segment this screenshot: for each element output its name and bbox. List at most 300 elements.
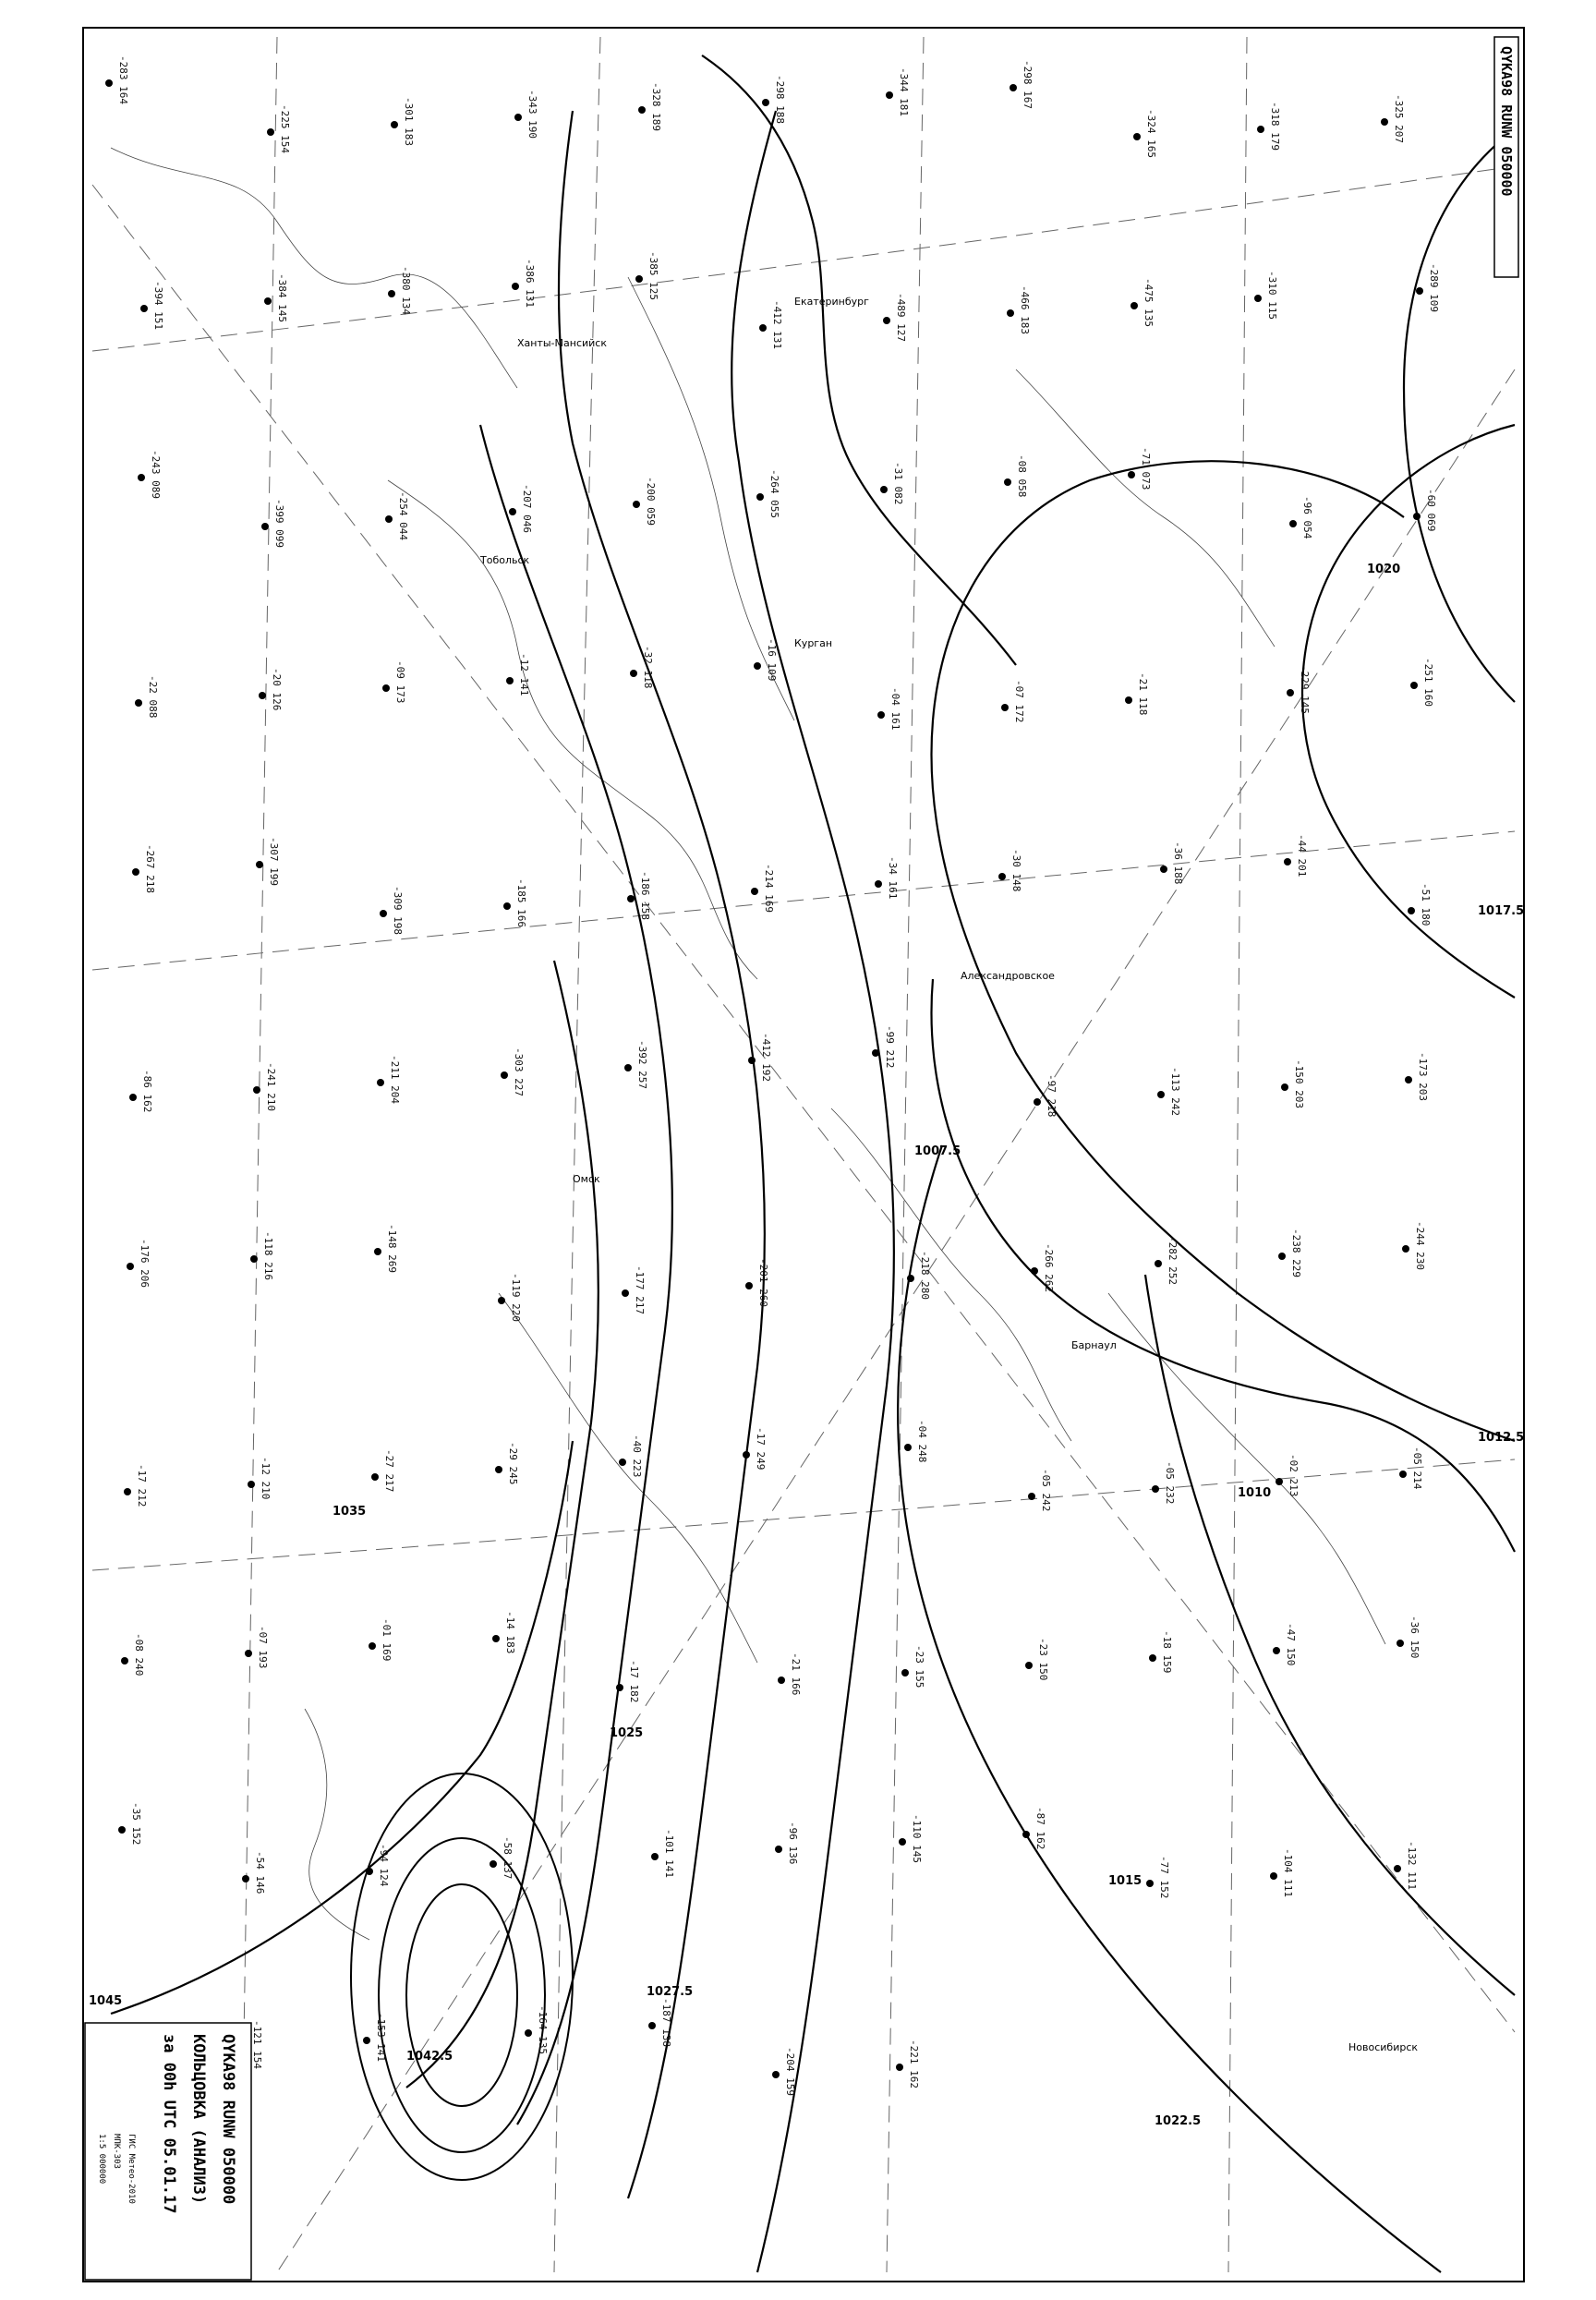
station-value: -18 159 xyxy=(1161,1630,1173,1674)
station-value: -71 073 xyxy=(1140,447,1152,490)
isobar-labels xyxy=(89,563,1524,2128)
station-value: -200 059 xyxy=(645,477,657,526)
legend-box xyxy=(85,2023,251,2280)
station-dot xyxy=(1270,1872,1277,1880)
station-dot xyxy=(377,1079,384,1086)
station-value: -385 125 xyxy=(647,251,659,300)
station-dot xyxy=(875,880,882,888)
legend-scale: 1:5 000000 xyxy=(97,2134,106,2185)
station-dot xyxy=(775,1846,782,1853)
station-value: -16 109 xyxy=(766,638,778,682)
station-value: -21 166 xyxy=(790,1652,802,1696)
station-dot xyxy=(501,1071,508,1079)
station-dot xyxy=(1001,704,1009,711)
station-value: -186 158 xyxy=(639,871,651,920)
station-value: -318 179 xyxy=(1269,102,1281,151)
station-value: -150 203 xyxy=(1293,1059,1305,1108)
station-plot xyxy=(1157,1067,1181,1116)
station-dot xyxy=(242,1875,249,1882)
station-value: -96 136 xyxy=(787,1822,799,1865)
station-plot xyxy=(901,1645,925,1688)
station-value: -148 269 xyxy=(386,1224,398,1273)
station-plot xyxy=(1381,94,1405,143)
station-dot xyxy=(245,1650,252,1657)
station-plot xyxy=(385,491,409,540)
station-value: -12 210 xyxy=(260,1457,272,1500)
station-plot xyxy=(886,67,910,116)
station-dot xyxy=(363,2037,370,2044)
station-value: -35 152 xyxy=(130,1802,142,1846)
station-observations xyxy=(105,55,1440,2096)
station-plot xyxy=(140,281,164,330)
station-dot xyxy=(391,121,398,128)
station-value: -218 280 xyxy=(919,1251,931,1300)
station-plot xyxy=(633,477,657,526)
station-dot xyxy=(132,868,139,876)
station-value: -394 151 xyxy=(152,281,164,330)
station-value: -386 131 xyxy=(524,259,536,308)
station-plot xyxy=(498,1273,522,1322)
station-dot xyxy=(1125,696,1132,704)
station-dot xyxy=(509,508,516,515)
station-plot xyxy=(896,2040,920,2088)
station-value: -30 148 xyxy=(1010,849,1022,892)
station-value: -58 137 xyxy=(502,1836,514,1880)
station-value: -05 242 xyxy=(1040,1469,1052,1512)
station-plot xyxy=(648,1998,672,2047)
station-dot xyxy=(619,1459,626,1466)
station-plot xyxy=(619,1434,643,1477)
station-plot xyxy=(638,82,662,131)
map-border xyxy=(83,28,1524,2282)
isobar-label: 1020 xyxy=(1367,563,1401,576)
station-dot xyxy=(525,2029,532,2037)
station-value: -51 180 xyxy=(1420,883,1432,926)
station-dot xyxy=(264,297,272,305)
station-dot xyxy=(896,2064,903,2071)
station-plot xyxy=(525,2005,549,2054)
station-plot xyxy=(1405,1052,1429,1101)
station-dot xyxy=(374,1248,381,1255)
station-plot xyxy=(267,104,291,153)
station-dot xyxy=(256,861,263,868)
legend-org: ГИС Метео-2010 xyxy=(127,2134,136,2204)
station-value: -214 169 xyxy=(763,864,775,913)
station-value: -20 126 xyxy=(271,668,283,711)
station-dot xyxy=(751,888,758,895)
station-dot xyxy=(1402,1245,1409,1253)
station-plot xyxy=(624,1040,648,1089)
station-dot xyxy=(124,1488,131,1495)
station-plot xyxy=(264,273,288,322)
station-plot xyxy=(1133,109,1157,158)
header-code: QYKA98 RUNW 050000 xyxy=(1498,46,1515,197)
station-plot xyxy=(1007,285,1031,334)
station-dot xyxy=(877,711,885,719)
isobar-label: 1010 xyxy=(1238,1486,1272,1500)
station-plot xyxy=(363,2013,387,2062)
station-plot xyxy=(1284,834,1308,877)
station-dot xyxy=(1146,1880,1154,1887)
station-value: -87 162 xyxy=(1034,1807,1046,1850)
station-value: -86 162 xyxy=(141,1070,153,1113)
station-dot xyxy=(371,1473,379,1481)
station-value: -32 118 xyxy=(642,646,654,689)
station-plot xyxy=(501,1047,525,1096)
station-value: -176 206 xyxy=(139,1239,151,1288)
station-plot xyxy=(748,1033,772,1082)
station-plot xyxy=(391,97,415,146)
station-value: -07 193 xyxy=(257,1626,269,1669)
station-plot xyxy=(754,638,778,681)
station-dot xyxy=(490,1860,497,1868)
station-plot xyxy=(1273,1623,1297,1665)
station-dot xyxy=(1408,907,1415,914)
station-dot xyxy=(1010,84,1017,91)
station-plot xyxy=(124,1464,148,1507)
station-dot xyxy=(366,1868,373,1875)
station-dot xyxy=(267,128,274,136)
station-plot xyxy=(880,462,904,504)
station-plot xyxy=(1254,271,1278,320)
station-dot xyxy=(778,1677,785,1684)
graticule xyxy=(92,37,1515,2272)
isobar-label: 1025 xyxy=(610,1726,644,1740)
station-dot xyxy=(624,1064,632,1071)
isobar-label: 1017.5 xyxy=(1478,904,1525,918)
station-dot xyxy=(1289,520,1297,527)
station-value: -77 152 xyxy=(1158,1856,1170,1899)
station-value: -17 212 xyxy=(136,1464,148,1507)
isobar-label: 1022.5 xyxy=(1155,2114,1202,2128)
station-plot xyxy=(388,266,412,315)
station-plot xyxy=(261,499,285,548)
station-value: -251 160 xyxy=(1422,658,1434,707)
station-plot xyxy=(745,1258,769,1307)
geography-lines xyxy=(111,148,1385,1940)
station-dot xyxy=(756,493,764,501)
station-dot xyxy=(1281,1083,1288,1091)
station-dot xyxy=(907,1275,914,1282)
station-dot xyxy=(1399,1471,1407,1478)
station-plot xyxy=(371,1449,395,1492)
station-plot xyxy=(1004,454,1028,497)
station-dot xyxy=(388,290,395,297)
station-dot xyxy=(1160,866,1167,873)
station-plot xyxy=(248,1457,272,1499)
station-plot xyxy=(883,293,907,342)
station-plot xyxy=(250,1231,274,1280)
station-dot xyxy=(259,692,266,699)
station-value: -298 167 xyxy=(1022,60,1034,109)
station-plot xyxy=(1155,1236,1179,1285)
station-value: -201 260 xyxy=(757,1258,769,1307)
legend-code: QYKA98 RUNW 050000 xyxy=(219,2034,237,2205)
station-plot xyxy=(1402,1221,1426,1270)
station-plot xyxy=(1125,672,1149,715)
station-value: -384 145 xyxy=(276,273,288,322)
station-value: -254 044 xyxy=(397,491,409,540)
legend-title: КОЛЬЦОВКА (АНАЛИЗ) xyxy=(189,2034,208,2205)
header-box xyxy=(1494,37,1518,277)
station-dot xyxy=(1130,302,1138,309)
station-dot xyxy=(762,99,769,106)
station-plot xyxy=(253,1062,277,1111)
station-value: -36 188 xyxy=(1172,841,1184,885)
station-dot xyxy=(627,895,635,902)
station-value: -04 248 xyxy=(916,1420,928,1463)
station-value: -22 088 xyxy=(147,675,159,719)
station-dot xyxy=(635,275,643,283)
station-dot xyxy=(380,910,387,917)
station-plot xyxy=(242,1851,266,1894)
station-value: -08 058 xyxy=(1016,454,1028,498)
station-dot xyxy=(648,2022,656,2029)
station-value: -34 161 xyxy=(887,856,899,900)
station-dot xyxy=(1416,287,1423,295)
station-plot xyxy=(775,1822,799,1864)
station-plot xyxy=(127,1239,151,1288)
station-plot xyxy=(492,1611,516,1653)
station-plot xyxy=(635,251,659,300)
station-plot xyxy=(622,1265,646,1314)
station-plot xyxy=(1010,60,1034,109)
station-value: -132 111 xyxy=(1406,1841,1418,1890)
station-value: -17 249 xyxy=(755,1427,767,1471)
station-dot xyxy=(129,1094,137,1101)
station-plot xyxy=(138,450,162,499)
station-value: -475 135 xyxy=(1143,278,1155,327)
station-value: -283 164 xyxy=(117,55,129,104)
station-value: -23 150 xyxy=(1037,1638,1049,1681)
station-plot xyxy=(1396,1616,1421,1658)
station-plot xyxy=(245,1626,269,1668)
station-dot xyxy=(514,114,522,121)
station-dot xyxy=(743,1451,750,1459)
station-value: -164 135 xyxy=(537,2005,549,2054)
station-dot xyxy=(1028,1493,1035,1500)
station-value: -54 146 xyxy=(254,1851,266,1894)
legend-datetime: за 00h UTC 05.01.17 xyxy=(160,2034,178,2214)
city-label: Барнаул xyxy=(1071,1339,1117,1351)
station-value: -241 210 xyxy=(265,1062,277,1111)
station-dot xyxy=(1149,1654,1156,1662)
station-dot xyxy=(1394,1865,1401,1872)
station-plot xyxy=(1408,883,1432,926)
isobar-label: 1012.5 xyxy=(1478,1431,1525,1445)
station-value: -113 242 xyxy=(1169,1067,1181,1116)
station-value: -344 181 xyxy=(898,67,910,116)
city-label: Екатеринбург xyxy=(794,296,869,308)
station-plot xyxy=(904,1420,928,1462)
station-dot xyxy=(512,283,519,290)
station-plot xyxy=(877,687,901,730)
station-plot xyxy=(1034,1074,1058,1117)
station-dot xyxy=(622,1289,629,1297)
station-value: -489 127 xyxy=(895,293,907,342)
station-dot xyxy=(135,699,142,707)
station-dot xyxy=(633,501,640,508)
station-value: -08 240 xyxy=(133,1633,145,1677)
station-dot xyxy=(506,677,514,684)
station-value: -173 203 xyxy=(1417,1052,1429,1101)
station-value: -243 089 xyxy=(150,450,162,499)
station-dot xyxy=(1004,478,1011,486)
station-plot xyxy=(506,653,530,696)
station-value: -04 161 xyxy=(889,687,901,731)
station-value: -60 069 xyxy=(1425,489,1437,532)
station-value: -99 212 xyxy=(884,1025,896,1069)
station-value: -119 220 xyxy=(510,1273,522,1322)
city-labels xyxy=(479,296,1418,2053)
station-plot xyxy=(121,1633,145,1676)
station-plot xyxy=(509,484,533,533)
station-value: -17 182 xyxy=(628,1660,640,1703)
station-dot xyxy=(630,670,637,677)
station-value: -221 162 xyxy=(908,2040,920,2088)
station-value: -36 150 xyxy=(1409,1616,1421,1659)
station-value: -303 227 xyxy=(513,1047,525,1096)
station-plot xyxy=(1287,665,1311,714)
station-dot xyxy=(1273,1647,1280,1654)
station-value: -207 046 xyxy=(521,484,533,533)
station-value: -153 141 xyxy=(375,2013,387,2062)
station-dot xyxy=(1405,1076,1412,1083)
station-dot xyxy=(118,1826,126,1834)
station-dot xyxy=(1031,1267,1038,1275)
station-value: -29 245 xyxy=(507,1442,519,1485)
station-value: -121 154 xyxy=(251,2020,263,2069)
station-plot xyxy=(1270,1848,1294,1897)
station-dot xyxy=(495,1466,502,1473)
station-plot xyxy=(135,675,159,718)
station-value: -05 232 xyxy=(1164,1461,1176,1505)
station-value: -238 229 xyxy=(1290,1229,1302,1277)
station-plot xyxy=(1146,1856,1170,1898)
station-value: -310 115 xyxy=(1266,271,1278,320)
station-dot xyxy=(248,1481,255,1488)
station-dot xyxy=(1022,1831,1030,1838)
station-dot xyxy=(261,523,269,530)
station-value: -298 188 xyxy=(774,75,786,124)
station-plot xyxy=(1028,1469,1052,1511)
station-value: -289 109 xyxy=(1428,263,1440,312)
station-dot xyxy=(886,91,893,99)
station-plot xyxy=(374,1224,398,1273)
station-value: -309 198 xyxy=(392,886,404,935)
station-value: -211 204 xyxy=(389,1055,401,1104)
station-value: -14 183 xyxy=(504,1611,516,1654)
station-dot xyxy=(1276,1478,1283,1485)
station-dot xyxy=(638,106,646,114)
legend-projection: МПК-303 xyxy=(112,2134,121,2169)
station-plot xyxy=(899,1814,923,1863)
station-value: -02 213 xyxy=(1288,1454,1300,1497)
station-plot xyxy=(1276,1454,1300,1496)
station-plot xyxy=(129,1070,153,1112)
station-dot xyxy=(1155,1260,1162,1267)
station-plot xyxy=(1149,1630,1173,1673)
station-dot xyxy=(1157,1091,1165,1098)
station-value: -267 218 xyxy=(144,844,156,893)
station-value: -185 166 xyxy=(515,878,527,927)
station-dot xyxy=(1257,126,1264,133)
city-label: Ханты-Мансийск xyxy=(517,337,607,349)
isobar-label: 1042.5 xyxy=(406,2050,453,2064)
station-value: -44 201 xyxy=(1296,834,1308,878)
high-pressure-center xyxy=(351,1773,573,2180)
station-value: -23 155 xyxy=(913,1645,925,1689)
station-dot xyxy=(1128,471,1135,478)
station-plot xyxy=(380,886,404,935)
station-value: -187 138 xyxy=(660,1998,672,2047)
station-dot xyxy=(1007,309,1014,317)
station-value: -266 262 xyxy=(1043,1243,1055,1292)
station-dot xyxy=(883,317,890,324)
station-plot xyxy=(514,90,538,139)
station-plot xyxy=(756,469,780,518)
station-value: -94 124 xyxy=(378,1844,390,1887)
station-value: -412 192 xyxy=(760,1033,772,1082)
station-dot xyxy=(369,1642,376,1650)
station-value: -12 141 xyxy=(518,653,530,696)
station-dot xyxy=(503,902,511,910)
station-plot xyxy=(369,1618,393,1661)
station-plot xyxy=(1025,1638,1049,1680)
station-dot xyxy=(253,1086,260,1094)
station-value: -177 217 xyxy=(634,1265,646,1314)
station-dot xyxy=(1284,858,1291,866)
station-value: -09 173 xyxy=(394,660,406,704)
station-dot xyxy=(1396,1640,1404,1647)
station-value: -225 154 xyxy=(279,104,291,153)
station-value: -307 199 xyxy=(268,837,280,886)
station-plot xyxy=(1410,658,1434,707)
isobar-label: 1045 xyxy=(89,1994,123,2008)
station-plot xyxy=(1281,1059,1305,1108)
station-value: -399 099 xyxy=(273,499,285,548)
station-dot xyxy=(651,1853,659,1860)
station-value: -204 159 xyxy=(784,2047,796,2096)
city-label: Омск xyxy=(573,1173,600,1185)
station-dot xyxy=(382,684,390,692)
station-value: -412 131 xyxy=(771,300,783,349)
station-dot xyxy=(105,79,113,87)
station-plot xyxy=(382,660,406,703)
station-value: -21 118 xyxy=(1137,672,1149,716)
station-value: -118 216 xyxy=(262,1231,274,1280)
station-dot xyxy=(140,305,148,312)
station-plot xyxy=(1022,1807,1046,1849)
station-plot xyxy=(778,1652,802,1695)
station-value: -244 230 xyxy=(1414,1221,1426,1270)
station-plot xyxy=(105,55,129,104)
station-value: -05 214 xyxy=(1411,1447,1423,1490)
station-plot xyxy=(1152,1461,1176,1504)
station-value: -104 111 xyxy=(1282,1848,1294,1897)
isobar-label: 1027.5 xyxy=(647,1985,694,1999)
city-label: Новосибирск xyxy=(1348,2041,1419,2053)
station-plot xyxy=(1257,102,1281,151)
station-value: -301 183 xyxy=(403,97,415,146)
station-value: -01 169 xyxy=(381,1618,393,1662)
station-value: -466 183 xyxy=(1019,285,1031,334)
station-value: -325 207 xyxy=(1393,94,1405,143)
city-label: Александровское xyxy=(961,970,1055,982)
station-dot xyxy=(1152,1485,1159,1493)
station-value: -229 145 xyxy=(1299,665,1311,714)
station-value: -31 082 xyxy=(892,462,904,505)
